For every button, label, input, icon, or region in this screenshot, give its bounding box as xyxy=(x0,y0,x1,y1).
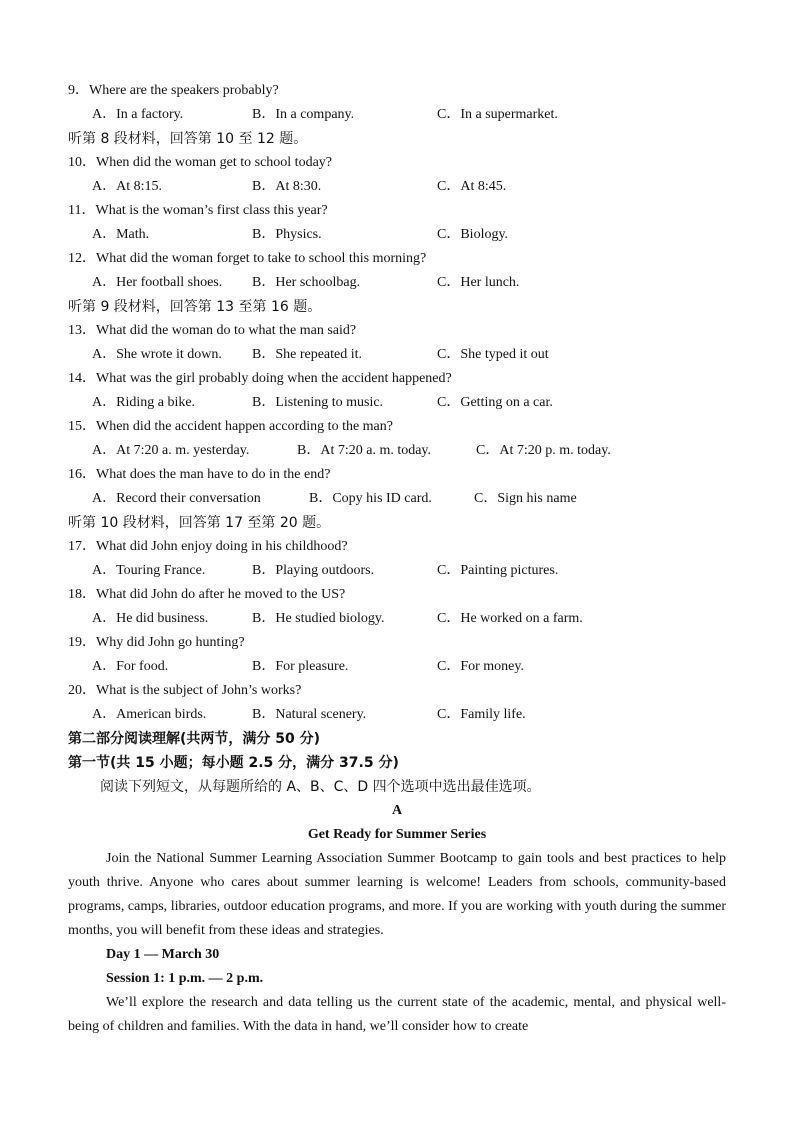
question-18: 18．What did John do after he moved to the US? xyxy=(68,587,346,602)
question-15: 15．When did the accident happen according to the man? xyxy=(68,419,393,434)
question-19: 19．Why did John go hunting? xyxy=(68,635,245,650)
question-15-options xyxy=(92,439,726,463)
section-9-heading: 听第 9 段材料，回答第 13 至第 16 题。 xyxy=(68,299,322,315)
option-b: B．She repeated it. xyxy=(252,347,363,362)
question-9: 9．Where are the speakers probably? xyxy=(68,83,279,98)
option-b: B．Natural scenery. xyxy=(252,707,367,722)
passage-title: Get Ready for Summer Series xyxy=(307,827,487,842)
option-a: A．Math. xyxy=(92,227,150,242)
option-a: A．American birds. xyxy=(92,707,207,722)
option-c: C．Her lunch. xyxy=(437,275,520,290)
question-12: 12．What did the woman forget to take to school this morning? xyxy=(68,251,427,266)
option-c: C．In a supermarket. xyxy=(437,107,558,122)
section-10-heading: 听第 10 段材料，回答第 17 至第 20 题。 xyxy=(68,515,331,531)
option-c: C．He worked on a farm. xyxy=(437,611,583,626)
question-9-options xyxy=(92,103,726,127)
option-b: B．Copy his ID card. xyxy=(309,491,432,506)
option-c: C．Getting on a car. xyxy=(437,395,553,410)
question-14: 14．What was the girl probably doing when the accident happened? xyxy=(68,371,452,386)
part-2-heading: 第二部分阅读理解(共两节，满分 50 分) xyxy=(68,731,321,747)
question-14-options xyxy=(92,391,726,415)
question-17-options xyxy=(92,559,726,583)
option-b: B．Physics. xyxy=(252,227,322,242)
option-c: C．At 7:20 p. m. today. xyxy=(476,443,611,458)
question-16-options xyxy=(92,487,726,511)
day-1-heading: Day 1 — March 30 xyxy=(106,947,220,962)
option-b: B．He studied biology. xyxy=(252,611,385,626)
option-b: B．At 8:30. xyxy=(252,179,322,194)
passage-paragraph-2: We’ll explore the research and data telling us the current state of the academic, mental, and physical well-being of children and families. With the data in hand, we’ll consider how to create xyxy=(68,995,726,1034)
option-c: C．Biology. xyxy=(437,227,509,242)
option-b: B．In a company. xyxy=(252,107,355,122)
section-1-heading: 第一节(共 15 小题；每小题 2.5 分，满分 37.5 分) xyxy=(68,755,399,771)
option-a: A．For food. xyxy=(92,659,169,674)
question-19-options xyxy=(92,655,726,679)
question-13: 13．What did the woman do to what the man said? xyxy=(68,323,357,338)
option-b: B．For pleasure. xyxy=(252,659,349,674)
option-c: C．She typed it out xyxy=(437,347,549,362)
question-20: 20．What is the subject of John’s works? xyxy=(68,683,302,698)
option-c: C．Family life. xyxy=(437,707,526,722)
option-b: B．At 7:20 a. m. today. xyxy=(297,443,432,458)
option-a: A．Riding a bike. xyxy=(92,395,196,410)
option-a: A．He did business. xyxy=(92,611,209,626)
option-c: C．For money. xyxy=(437,659,524,674)
option-a: A．Her football shoes. xyxy=(92,275,223,290)
question-17: 17．What did John enjoy doing in his childhood? xyxy=(68,539,348,554)
option-a: A．At 7:20 a. m. yesterday. xyxy=(92,443,250,458)
question-13-options xyxy=(92,343,726,367)
question-10-options xyxy=(92,175,726,199)
option-a: A．In a factory. xyxy=(92,107,184,122)
option-a: A．Touring France. xyxy=(92,563,206,578)
question-10: 10．When did the woman get to school today? xyxy=(68,155,332,170)
option-a: A．Record their conversation xyxy=(92,491,261,506)
question-20-options xyxy=(92,703,726,727)
option-c: C．Painting pictures. xyxy=(437,563,559,578)
question-12-options xyxy=(92,271,726,295)
option-b: B．Playing outdoors. xyxy=(252,563,375,578)
question-18-options xyxy=(92,607,726,631)
option-a: A．She wrote it down. xyxy=(92,347,222,362)
option-a: A．At 8:15. xyxy=(92,179,162,194)
option-b: B．Her schoolbag. xyxy=(252,275,361,290)
question-16: 16．What does the man have to do in the end? xyxy=(68,467,331,482)
section-8-heading: 听第 8 段材料，回答第 10 至 12 题。 xyxy=(68,131,308,147)
passage-letter: A xyxy=(391,803,403,818)
option-b: B．Listening to music. xyxy=(252,395,384,410)
option-c: C．At 8:45. xyxy=(437,179,507,194)
question-11-options xyxy=(92,223,726,247)
session-1-heading: Session 1: 1 p.m. — 2 p.m. xyxy=(106,971,264,986)
instruction: 阅读下列短文，从每题所给的 A、B、C、D 四个选项中选出最佳选项。 xyxy=(100,779,541,795)
passage-paragraph-1: Join the National Summer Learning Association Summer Bootcamp to gain tools and best practices to help youth thrive. Anyone who cares about summer learning is welcome! Leaders from schools, community-based programs, camps, libraries, outdoor education programs, and more. If you are working with youth during the summer months, you will benefit from these ideas and strategies. xyxy=(68,851,726,938)
question-11: 11．What is the woman’s first class this year? xyxy=(68,203,328,218)
option-c: C．Sign his name xyxy=(474,491,577,506)
